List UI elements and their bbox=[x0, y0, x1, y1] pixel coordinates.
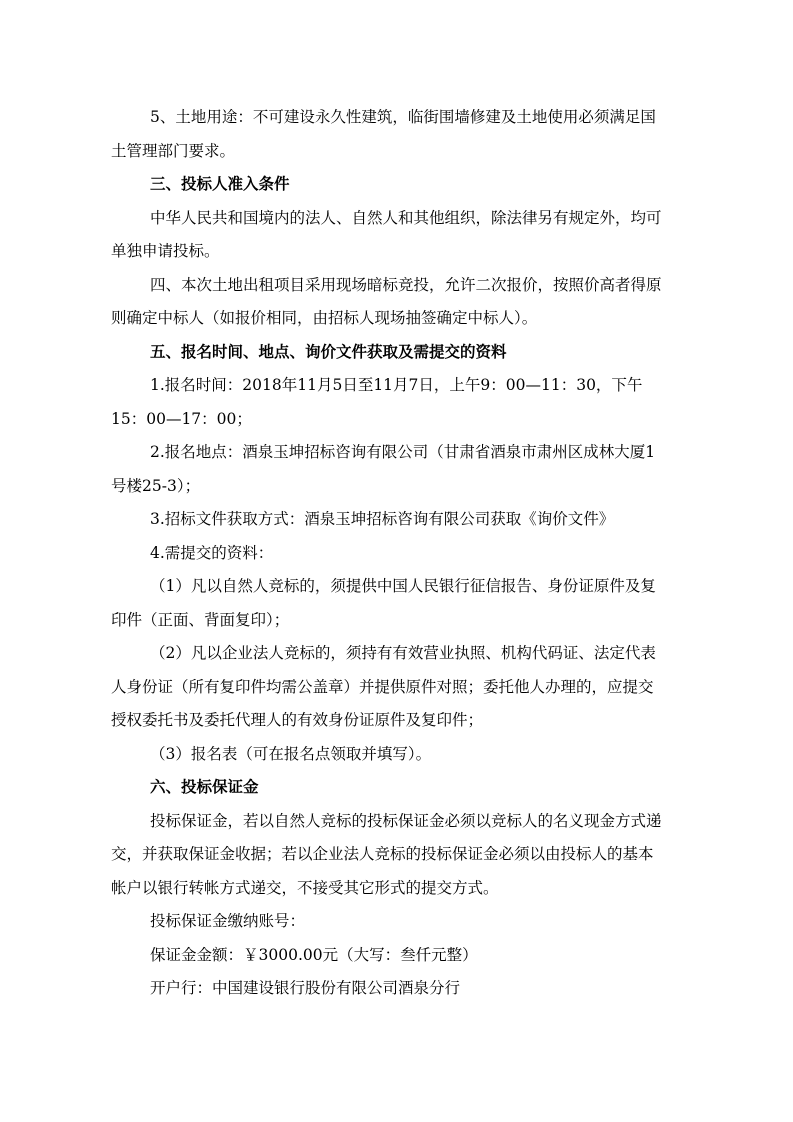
section-heading-deposit: 六、投标保证金 bbox=[150, 777, 259, 796]
bidder-conditions-line-2: 单独申请投标。 bbox=[111, 242, 220, 260]
deposit-bank: 开户行：中国建设银行股份有限公司酒泉分行 bbox=[150, 979, 461, 997]
deposit-amount: 保证金金额：￥3000.00元（大写：叁仟元整） bbox=[150, 946, 478, 964]
deposit-line-3: 帐户以银行转帐方式递交，不接受其它形式的提交方式。 bbox=[111, 879, 499, 897]
document-acquisition-line: 3.招标文件获取方式：酒泉玉坤招标咨询有限公司获取《询价文件》 bbox=[150, 510, 615, 528]
land-use-line-2: 土管理部门要求。 bbox=[111, 142, 236, 160]
section-heading-registration: 五、报名时间、地点、询价文件获取及需提交的资料 bbox=[150, 342, 507, 361]
registration-time-line-2: 15：00—17：00； bbox=[111, 410, 252, 428]
material-2-line-1: （2）凡以企业法人竞标的，须持有有效营业执照、机构代码证、法定代表 bbox=[150, 644, 656, 662]
land-use-line-1: 5、土地用途：不可建设永久性建筑，临街围墙修建及土地使用必须满足国 bbox=[150, 108, 656, 126]
material-2-line-2: 人身份证（所有复印件均需公盖章）并提供原件对照；委托他人办理的，应提交 bbox=[111, 678, 654, 696]
bid-method-line-2: 则确定中标人（如报价相同，由招标人现场抽签确定中标人）。 bbox=[111, 309, 538, 327]
registration-time-line-1: 1.报名时间：2018年11月5日至11月7日，上午9：00—11：30，下午 bbox=[150, 376, 643, 394]
section-heading-bidder-conditions: 三、投标人准入条件 bbox=[150, 174, 290, 193]
deposit-line-2: 交，并获取保证金收据；若以企业法人竞标的投标保证金必须以由投标人的基本 bbox=[111, 845, 654, 863]
material-3-line: （3）报名表（可在报名点领取并填写）。 bbox=[150, 745, 432, 763]
material-2-line-3: 授权委托书及委托代理人的有效身份证原件及复印件； bbox=[111, 711, 484, 729]
bid-method-line-1: 四、本次土地出租项目采用现场暗标竞投，允许二次报价，按照价高者得原 bbox=[150, 276, 662, 294]
registration-place-line-1: 2.报名地点：酒泉玉坤招标咨询有限公司（甘肃省酒泉市肃州区成林大厦1 bbox=[150, 443, 656, 461]
material-1-line-2: 印件（正面、背面复印）； bbox=[111, 611, 290, 629]
material-1-line-1: （1）凡以自然人竞标的，须提供中国人民银行征信报告、身份证原件及复 bbox=[150, 577, 656, 595]
required-materials-heading: 4.需提交的资料： bbox=[150, 544, 274, 562]
deposit-account-label: 投标保证金缴纳账号： bbox=[150, 912, 306, 930]
registration-place-line-2: 号楼25-3）； bbox=[111, 477, 201, 495]
bidder-conditions-line-1: 中华人民共和国境内的法人、自然人和其他组织，除法律另有规定外，均可 bbox=[150, 209, 662, 227]
deposit-line-1: 投标保证金，若以自然人竞标的投标保证金必须以竞标人的名义现金方式递 bbox=[150, 812, 662, 830]
